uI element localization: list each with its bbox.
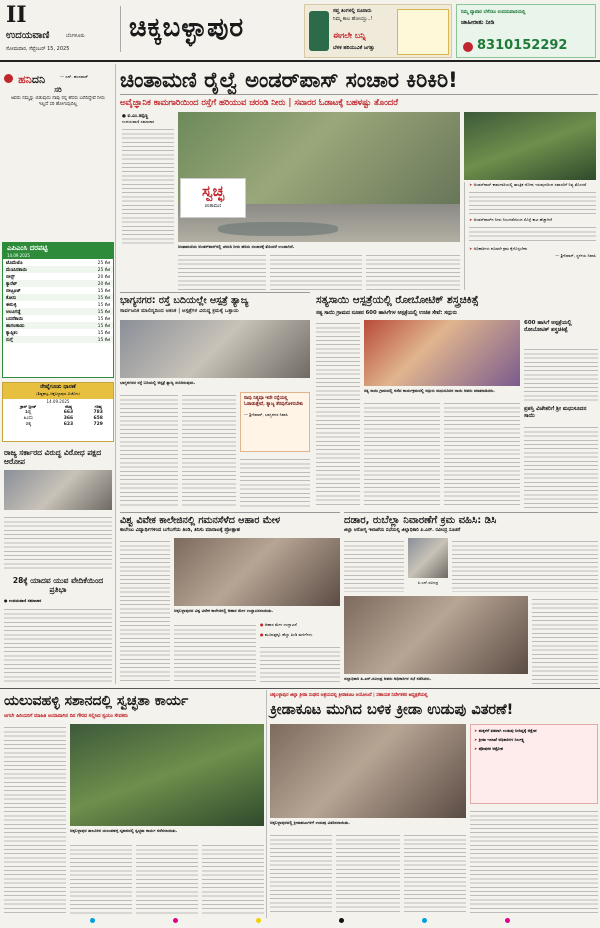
bottom-right-box [470, 724, 598, 804]
silk-date: 14.09.2025 [46, 399, 70, 404]
bottom-right-body-col3 [404, 832, 466, 914]
ad1-line3: ಈಗಲೇ ಬನ್ನಿ [333, 31, 366, 40]
apmc-price: 20 ಕೆಜಿ [97, 274, 110, 280]
bottom-left-body-col2 [70, 842, 132, 914]
box-bullet-text: ಪೋಷಕರ ಆಕ್ರೋಶ [478, 746, 504, 751]
swachha-headline: ಭಾಗ್ಯನಗರ: ರಸ್ತೆ ಬದಿಯಲ್ಲೇ ಆಸ್ಪತ್ರೆ ತ್ಯಾಜ್ಯ [120, 292, 310, 307]
silk-row [3, 421, 113, 427]
paper-name: ಉದಯವಾಣಿ [6, 30, 50, 41]
swachha-quote-box [240, 392, 310, 452]
lead-author: ● ಐ.ಎಂ.ತಿಪ್ಪಣ್ಣ [122, 114, 149, 119]
bottom-left-photo [70, 724, 264, 826]
lead-fact-1: ➤ ಅಂಡರ್‌ಪಾಸ್ ಕಾಮಗಾರಿಯಲ್ಲಿ ತಾಂತ್ರಿಕ ದೋಷ ಇರುವುದರಿಂದ ಸವಾರರಿಗೆ ನಿತ್ಯ ತೊಂದರೆ [469, 182, 587, 187]
swachha-photo [120, 320, 310, 378]
bottom-right-body-col4 [470, 808, 598, 914]
apmc-title: ಎಪಿಎಂಸಿ ದರಪಟ್ಟಿ [7, 244, 48, 252]
apmc-item: ನುಗ್ಗೆ [6, 337, 13, 343]
box-bullet-text: ಕ್ರೀಡಾ ಇಲಾಖೆ ಅಧಿಕಾರಿಗಳ ನಿರ್ಲಕ್ಷ್ಯ [478, 737, 525, 742]
apmc-item: ಕ್ಯಾರೆಟ್ [6, 281, 18, 287]
sidebar-story-2-headline: 28ಕ್ಕೆ ಯಾದವ ಯುವ ವೇದಿಕೆಯಿಂದ ಪ್ರತಿಭಾ [12, 576, 104, 594]
apmc-row [3, 266, 113, 273]
sathya-side-body [524, 346, 598, 402]
silk-min: 623 [63, 421, 74, 427]
apmc-price: 25 ಕೆಜಿ [97, 260, 110, 266]
apmc-row [3, 273, 113, 280]
silk-min: 663 [63, 409, 74, 415]
apmc-item: ಹಾಗಲಕಾಯಿ [6, 323, 25, 329]
food-body-col1 [120, 538, 170, 684]
lead-inset-photo [464, 112, 596, 180]
lead-fact-3: ➤ ಅಧಿಕಾರಿಗಳು ಕೂಡಲೇ ಕ್ರಮ ಕೈಗೊಳ್ಳಬೇಕು [469, 246, 528, 251]
sidebar-story-1-photo [4, 470, 112, 510]
dc-portrait [408, 538, 448, 578]
sathya-body-col3 [444, 400, 520, 508]
silk-subtitle: (ಶಿಡ್ಲಘಟ್ಟ–ಚಿಕ್ಕಬಳ್ಳಾಪುರ–ಬಿಜೋಂ) [36, 391, 80, 396]
ad1-line1: ಸಪ್ತ ತಿಂಗಳಲ್ಲಿ ನೂರಾರು [333, 8, 372, 14]
apmc-price: 20 ಕೆಜಿ [97, 281, 110, 287]
sathya-headline: ಸತ್ಯಸಾಯಿ ಆಸ್ಪತ್ರೆಯಲ್ಲಿ ರೋಬೋಟಿಕ್ ಶಸ್ತ್ರಚಿಕಿತ್ಸೆ [316, 294, 479, 306]
dc-headline: ದಡಾರ, ರುಬೆಲ್ಲಾ ನಿವಾರಣೆಗೆ ಕ್ರಮ ವಹಿಸಿ: ಡಿಸಿ [344, 512, 598, 527]
silk-box [2, 382, 114, 442]
lead-fact-1-body [469, 189, 596, 215]
ad2-line1: ನಿಮ್ಮ ವ್ಯಾಪಾರ ಬೆಳೆಸಲು ಉದಯವಾಣಿಯಲ್ಲಿ [461, 10, 526, 15]
apmc-price: 15 ಕೆಜಿ [97, 337, 110, 343]
swachha-subhead: ಸಾರ್ವಜನಿಕ ಮಾಲಿನ್ಯದಿಂದ ಆತಂಕ | ಆಸ್ಪತ್ರೆಗಳ ವಿರುದ್ಧ ಕ್ರಮಕ್ಕೆ ಒತ್ತಾಯ [120, 308, 239, 314]
apmc-row [3, 280, 113, 287]
apmc-item: ಕೋಸು [6, 295, 17, 301]
silk-min: 366 [63, 415, 74, 421]
bottom-right-bullets [474, 728, 594, 751]
swachha-quote: ನಾವು ನಿತ್ಯವೂ ಇದೇ ರಸ್ತೆಯಲ್ಲಿ ಓಡಾಡುತ್ತೇವೆ, ತ್ಯಾಜ್ಯ ತೆರವುಗೊಳಿಸಬೇಕು [244, 396, 304, 407]
sathya-photo-caption: ಸತ್ಯ ಸಾಯಿ ಗ್ರಾಮದಲ್ಲಿ ನಡೆದ ಕಾರ್ಯಕ್ರಮದಲ್ಲಿ ಸದ್ಗುರು ಮಧುಸೂದನ ಸಾಯಿ ಅವರು ಮಾತನಾಡಿದರು. [364, 388, 495, 393]
apmc-item: ಈರುಳ್ಳಿ [6, 302, 17, 308]
swachha-body-col2 [182, 392, 236, 508]
dc-body-col1 [344, 538, 404, 592]
registration-mark [173, 918, 178, 923]
hani-author: — ಎನ್. ಹಂಸರಾಜ್ [60, 74, 89, 79]
bottom-right-headline: ಕ್ರೀಡಾಕೂಟ ಮುಗಿದ ಬಳಿಕ ಕ್ರೀಡಾ ಉಡುಪು ವಿತರಣೆ! [270, 702, 514, 718]
lead-fact-2: ➤ ಅಂಡರ್‌ಪಾಸ್‌ನ ನೀರು ನಿಲುಗಡೆಯಿಂದ ಸೊಳ್ಳೆ ಕಾಟ ಹೆಚ್ಚಾಗಿದೆ [469, 217, 552, 222]
ad-phone-icon [309, 11, 329, 51]
silk-market: ಶಿಡ್ಲ [25, 410, 32, 415]
lead-headline: ಚಿಂತಾಮಣಿ ರೈಲ್ವೆ ಅಂಡರ್‌ಪಾಸ್ ಸಂಚಾರ ಕಿರಿಕಿರಿ! [120, 66, 598, 95]
ad1-line2: ನಿಮ್ಮ ಕಾಲ ಹೋಯ್ತು..! [333, 16, 373, 22]
apmc-price: 15 ಕೆಜಿ [97, 295, 110, 301]
hani-dani-logo [4, 68, 112, 84]
swachha-body-col3 [240, 456, 310, 508]
lead-fact-author: — ಶ್ರೀನಿವಾಸ್, ಸ್ಥಳೀಯ ನಿವಾಸಿ [555, 253, 596, 258]
bottom-right-photo [270, 724, 466, 818]
apmc-row [3, 322, 113, 329]
paper-city: ಬೆಂಗಳೂರು [66, 33, 85, 39]
bottom-left-subhead: ಆಗಲೇ ಹಿರಿಯರಿಗೆ ಮಾಹಿತಿ ಆಯಾವಾಗಿನ ದಿನ ಗೌರವ ಸಲ್ಲಿಸಿದ ಸ್ವಯಂ ಸೇವಕರು [4, 714, 128, 719]
red-arrow-icon: ➤ [469, 182, 474, 187]
hani-word: ಹನಿ [18, 73, 32, 86]
silk-max: 729 [93, 421, 103, 427]
dc-photo-caption: ಜಿಲ್ಲಾಧಿಕಾರಿ ಪಿ.ಎನ್.ರವೀಂದ್ರ ಅವರು ಅಧಿಕಾರಿಗಳ ಸಭೆ ನಡೆಸಿದರು. [344, 676, 432, 681]
left-sidebar [0, 64, 116, 684]
red-arrow-icon: ➤ [469, 217, 474, 222]
ad-banner-1[interactable] [304, 4, 452, 58]
silk-max: 783 [93, 409, 103, 415]
lead-byline: ಉದಯವಾಣಿ ಸಮಾಚಾರ [122, 119, 155, 124]
registration-mark [505, 918, 510, 923]
apmc-row [3, 259, 113, 266]
lead-subhead: ಅವೈಜ್ಞಾನಿಕ ಕಾಮಗಾರಿಯಿಂದ ರಸ್ತೆಗೆ ಹರಿಯುವ ಚರಂಡಿ ನೀರು | ಸವಾರರ ಓಡಾಟಕ್ಕೆ ಬಹಳಷ್ಟು ತೊಂದರೆ [120, 97, 398, 107]
ad2-line2: ಜಾಹೀರಾತು ನೀಡಿ [461, 19, 495, 26]
silk-title: ರೇಷ್ಮೆಗೂಡು ಧಾರಣೆ [40, 384, 76, 390]
red-arrow-icon: ➤ [474, 746, 479, 751]
apmc-item: ಬದನೆಕಾಯಿ [6, 316, 24, 322]
apmc-item: ಟೊಮೆಟೊ [6, 260, 23, 266]
food-photo [174, 538, 340, 606]
bottom-left-photo-caption: ಚಿಕ್ಕಬಳ್ಳಾಪುರ ತಾಲೂಕಿನ ಯಲುವಹಳ್ಳಿ ಸ್ಮಶಾನದಲ್ಲಿ ಸ್ವಚ್ಛತಾ ಕಾರ್ಯ ನಡೆಸಲಾಯಿತು. [70, 828, 178, 833]
apmc-row [3, 329, 113, 336]
edition-name: ಚಿಕ್ಕಬಳ್ಳಾಪುರ [120, 6, 290, 52]
silk-market: ಹಿಂದು [23, 416, 34, 421]
silk-max: 658 [93, 415, 103, 421]
dc-body-col3 [532, 596, 598, 684]
red-arrow-icon: ➤ [469, 246, 474, 251]
lead-photo-caption: ಚಿಂತಾಮಣಿಯ ಅಂಡರ್‌ಪಾಸ್‌ನಲ್ಲಿ ಚರಂಡಿ ನೀರು ಹರಿದು ಸಂಚಾರಕ್ಕೆ ತೊಂದರೆ ಉಂಟಾಗಿದೆ. [178, 244, 295, 249]
box-bullet [474, 737, 594, 742]
swachha-logo-word: ಸ್ವಚ್ಛ [201, 182, 225, 200]
ad2-phone-icon [463, 42, 473, 52]
apmc-price: 15 ಕೆಜಿ [97, 288, 110, 294]
bottom-divider [266, 690, 267, 918]
dani-word: ದನಿ [31, 73, 46, 86]
food-body-col3 [260, 644, 340, 684]
sathya-side-headline: 600 ಹಾಸಿಗೆ ಆಸ್ಪತ್ರೆಯಲ್ಲಿ ರೋಬೋಟಿಕ್ ಶಸ್ತ್ರಚಿಕಿತ್ಸೆ [524, 320, 572, 333]
food-photo-caption: ಚಿಕ್ಕಬಳ್ಳಾಪುರದ ವಿಶ್ವ ವಿವೇಕ ಕಾಲೇಜಿನಲ್ಲಿ ಆಹಾರ ಮೇಳ ಉದ್ಘಾಟಿಸಲಾಯಿತು. [174, 608, 273, 613]
dc-subhead: ಜಿಲ್ಲಾ ಆರೋಗ್ಯ ಇಲಾಖೆಯ ಸಭೆಯಲ್ಲಿ ಜಿಲ್ಲಾಧಿಕಾರಿ ಪಿ.ಎನ್. ರವೀಂದ್ರ ಸೂಚನೆ [344, 528, 461, 533]
apmc-date: 14.09.2025 [7, 253, 30, 258]
paper-date: ಸೋಮವಾರ, ಸೆಪ್ಟೆಂಬರ್ 15, 2025 [6, 46, 70, 52]
swachha-quote-author: — ಶ್ರೀನಿವಾಸ್, ಭಾಗ್ಯನಗರ ನಿವಾಸಿ [244, 412, 288, 417]
apmc-item: ಬೀನ್ಸ್ [6, 274, 15, 280]
apmc-item: ಬೀಟ್ರೂಟ್ [6, 288, 21, 294]
sathya-photo [364, 320, 520, 386]
bottom-left-headline: ಯಲುವಹಳ್ಳಿ ಸಶಾನದಲ್ಲಿ ಸ್ವಚ್ಛತಾ ಕಾರ್ಯ [4, 693, 189, 709]
registration-mark [339, 918, 344, 923]
sathya-sub2: ಪ್ರಶಸ್ತಿ ವಿಜೇತರಿಗೆ ಶ್ರೀ ಮಧುಸೂದನ ಸಾಯಿ [524, 406, 587, 419]
box-bullet-text: ಮಕ್ಕಳಿಗೆ ತಡವಾಗಿ ಉಡುಪು ನೀಡಿದ್ದಕ್ಕೆ ಆಕ್ಷೇಪ [478, 728, 537, 733]
apmc-row [3, 287, 113, 294]
dc-body-col2 [452, 538, 598, 592]
lead-body-col1 [122, 126, 174, 246]
apmc-item: ಆಲೂಗಡ್ಡೆ [6, 309, 21, 315]
registration-mark [90, 918, 95, 923]
apmc-row [3, 336, 113, 343]
lead-body-col2 [178, 252, 266, 290]
food-bullet-2: ● ಮೂವತ್ತಕ್ಕೂ ಹೆಚ್ಚು ತಿಂಡಿ ಮಳಿಗೆಗಳು [260, 632, 313, 637]
registration-mark [256, 918, 261, 923]
food-body-col2 [174, 622, 256, 684]
apmc-price: 25 ಕೆಜಿ [97, 267, 110, 273]
apmc-row [3, 301, 113, 308]
lead-factbox [464, 182, 596, 290]
sidebar-story-1-headline: ರಾಜ್ಯ ಸರ್ಕಾರದ ವಿರುದ್ಧ ವಿರೋಧ ಪಕ್ಷದ ಆರೋಪ [4, 448, 102, 466]
ad1-badge [397, 9, 449, 55]
lead-photo-water [218, 222, 338, 236]
bottom-left-body-col3 [136, 842, 198, 914]
apmc-row [3, 308, 113, 315]
apmc-row [3, 315, 113, 322]
apmc-item: ಕ್ಯಾಪ್ಸಿಕಂ [6, 330, 18, 336]
sathya-subhead: ಸತ್ಯ ಸಾಯಿ ಗ್ರಾಮದ ನೂತನ 600 ಹಾಸಿಗೆಗಳ ಆಸ್ಪತ್ರೆಯಲ್ಲಿ ಉಚಿತ ಸೇವೆ: ಸದ್ಗುರು [316, 310, 457, 316]
ad2-phone[interactable]: 8310152292 [477, 38, 568, 53]
box-bullet [474, 746, 594, 751]
lead-photo [178, 112, 460, 242]
apmc-table [3, 259, 113, 343]
apmc-price: 15 ಕೆಜಿ [97, 330, 110, 336]
red-arrow-icon: ➤ [474, 728, 479, 733]
hani-title: ಸರಿ [54, 86, 62, 94]
red-arrow-icon: ➤ [474, 737, 479, 742]
apmc-price: 15 ಕೆಜಿ [97, 309, 110, 315]
lead-body-col3 [270, 252, 362, 290]
hani-dot-icon [4, 74, 13, 83]
print-marks [90, 918, 510, 924]
bullet-icon: ● [260, 632, 265, 637]
bottom-left-body-col1 [4, 724, 66, 914]
swachha-logo [180, 178, 246, 218]
food-subhead: ಕಾಲೇಜು ವಿದ್ಯಾರ್ಥಿಗಳಿಂದ ಬಗೆಬಗೆಯ ತಿಂಡಿ, ತಿನಿಸು ಮಾರಾಟಕ್ಕೆ ಪ್ರೋತ್ಸಾಹ [120, 527, 240, 533]
food-headline: ವಿಶ್ವ ವಿವೇಕ ಕಾಲೇಜಿನಲ್ಲಿ ಗಮನಸೆಳೆದ ಆಹಾರ ಮೇಳ [120, 512, 340, 527]
lead-fact-2-body [469, 224, 596, 244]
silk-header: ಕನಿಷ್ಠ [65, 404, 72, 409]
swachha-logo-sub: ಚಿಂತಾಮಣಿ [204, 204, 222, 209]
apmc-row [3, 294, 113, 301]
apmc-item: ಮೆಣಸಿನಕಾಯಿ [6, 267, 27, 273]
sathya-body-col1 [316, 320, 360, 508]
swachha-body-col1 [120, 392, 178, 508]
bottom-right-photo-caption: ಚಿಕ್ಕಬಳ್ಳಾಪುರದಲ್ಲಿ ಕ್ರೀಡಾಪಟುಗಳಿಗೆ ಉಡುಪು ವಿತರಿಸಲಾಯಿತು. [270, 820, 350, 825]
silk-market: ಚಿಕ್ಕ [25, 422, 32, 427]
ad-banner-2[interactable] [456, 4, 596, 58]
bullet-icon: ● [260, 622, 265, 627]
lead-body-col4 [366, 252, 460, 290]
masthead [0, 0, 600, 62]
sidebar-story-2-body [4, 606, 112, 682]
hani-poem: ಅವರು ನಮ್ಮನ್ನು ಬಿಡುವುದು ನಾವು ನನ್ನ ಹೆಸರು ಬರೆದಿದ್ದೇವೆ ನೀರು ಇಲ್ಲದೆ ಸರಿ ಹೋಗುವುದಿಲ್ಲ [11, 96, 105, 107]
silk-header: ಕ್ರಾಸ್ ಬ್ರೀಡ್ [20, 404, 37, 409]
bottom-right-body-col1 [270, 832, 332, 914]
bottom-right-body-col2 [336, 832, 400, 914]
apmc-price: 15 ಕೆಜಿ [97, 316, 110, 322]
sathya-body-col2 [364, 400, 440, 508]
box-bullet [474, 728, 594, 733]
section-divider [0, 688, 600, 689]
apmc-price: 15 ಕೆಜಿ [97, 302, 110, 308]
dc-portrait-caption: ಪಿ.ಎನ್.ರವೀಂದ್ರ [417, 580, 439, 585]
bottom-right-kicker: ಚಿಕ್ಕಬಳ್ಳಾಪುರ ಜಿಲ್ಲಾ ಕ್ರೀಡಾ ಸಂಘದ ಆಶ್ರಯದಲ್ಲಿ ಕ್ರೀಡಾಕೂಟ ಆಯೋಜನೆ | ಸಹಾಯಕ ನಿರ್ದೇಶಕರ ಅಧ್ಯಕ್ಷತೆಯಲ್ಲಿ [270, 693, 428, 698]
apmc-box [2, 242, 114, 378]
dc-meeting-photo [344, 596, 528, 674]
sidebar-byline: ● ಉದಯವಾಣಿ ಸಮಾಚಾರ [4, 598, 42, 603]
ad1-line4: ಬೆಳಕ ಹರಿಯುವಿಕೆ ಜಗತ್ತು [333, 45, 375, 51]
silk-table [3, 404, 113, 427]
swachha-photo-caption: ಭಾಗ್ಯನಗರದ ರಸ್ತೆ ಬದಿಯಲ್ಲಿ ಆಸ್ಪತ್ರೆ ತ್ಯಾಜ್ಯ ಸುರಿದಿರುವುದು. [120, 380, 196, 385]
sathya-sub2-body [524, 424, 598, 508]
page-number: II [6, 2, 27, 28]
sidebar-story-1-body [4, 514, 112, 570]
bottom-left-body-col4 [202, 842, 264, 914]
apmc-price: 15 ಕೆಜಿ [97, 323, 110, 329]
registration-mark [422, 918, 427, 923]
food-bullet-1: ● ಆಹಾರ ಮೇಳ ಉದ್ಘಾಟನೆ [260, 622, 297, 627]
silk-header: ಗರಿಷ್ಠ [94, 404, 102, 409]
